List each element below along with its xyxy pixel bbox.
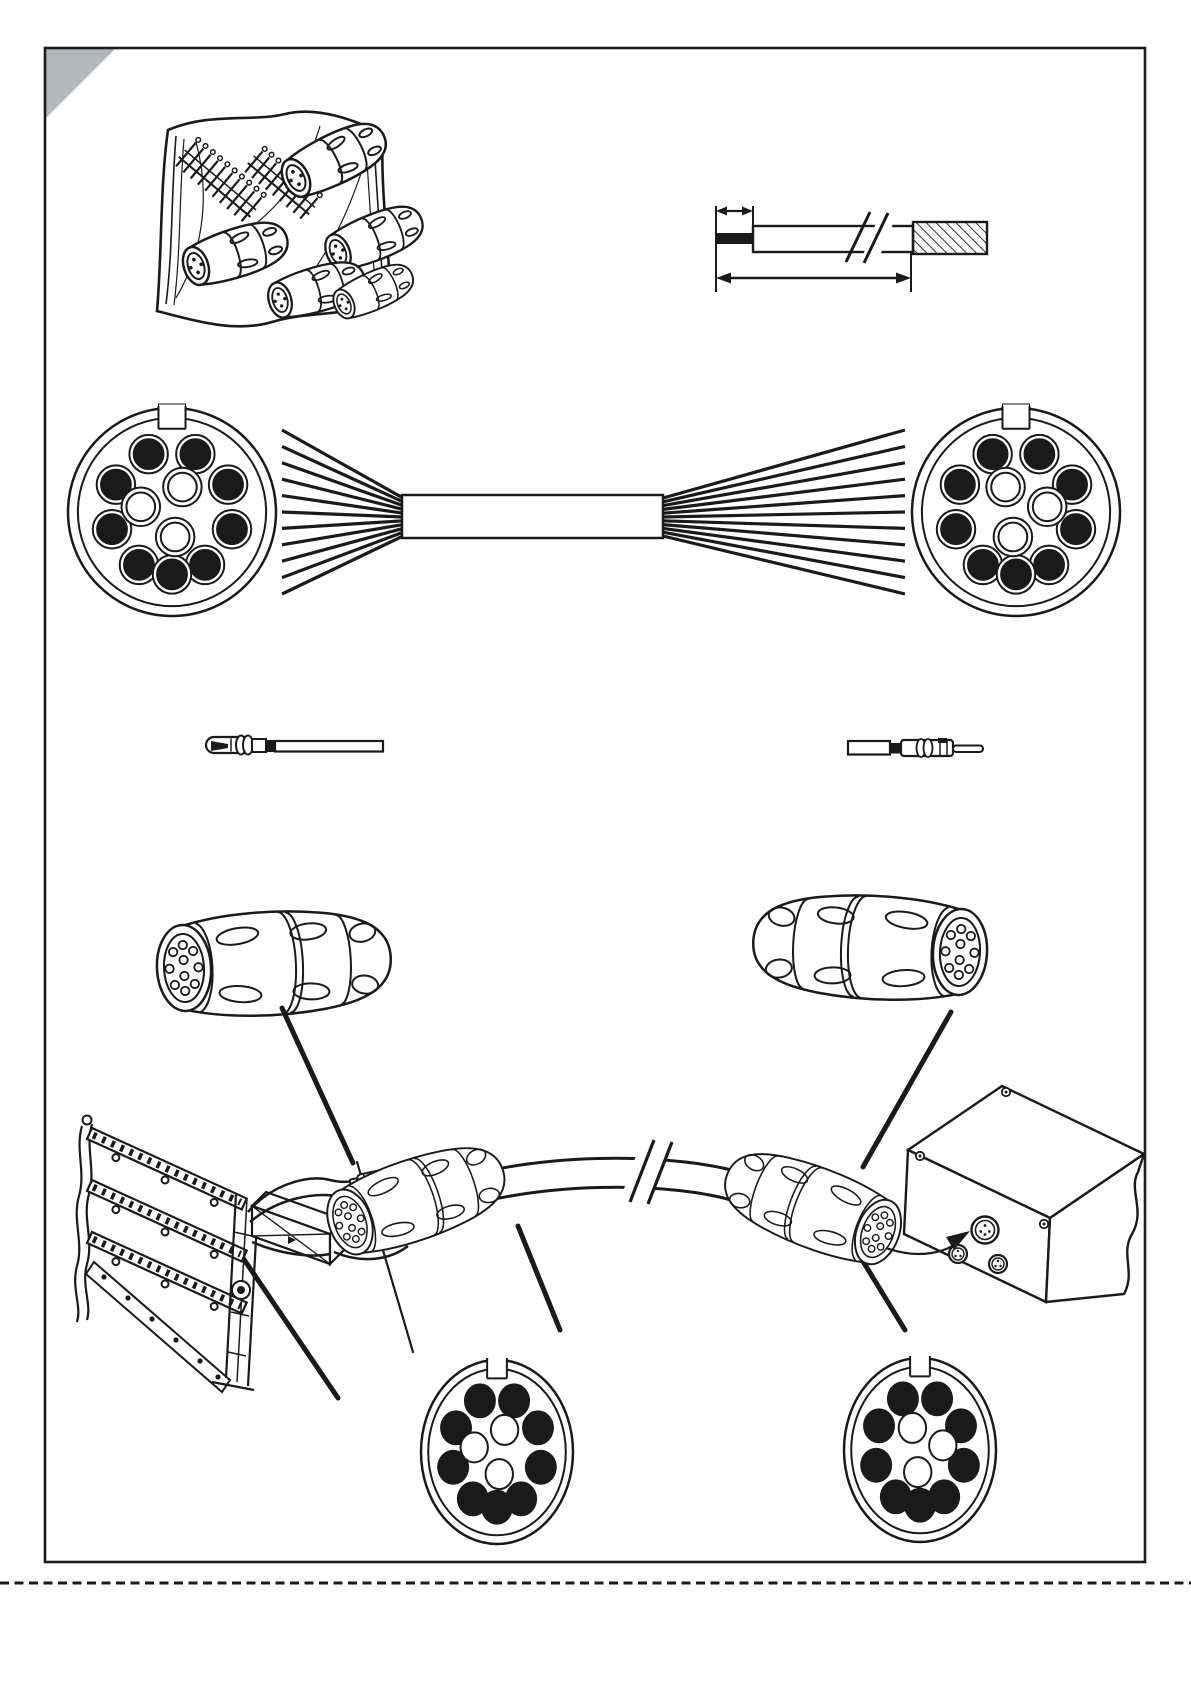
wire-tail [275,741,383,752]
contact-pin [953,746,983,753]
cable-connector-right [713,1137,912,1278]
retention-ring [924,739,933,757]
frame-pivot [83,1116,92,1125]
fan-wire [663,430,905,498]
pointer-cable-left-end [518,1226,560,1330]
pin-used [921,1381,953,1416]
pin-used [498,1383,530,1418]
pin-used [887,1381,919,1416]
wire-tail [848,741,890,755]
figure-pin-contact [848,738,983,757]
pointer-left-connector [282,1008,353,1163]
figure-extension-cable [68,404,1120,616]
pointer-frame [243,1258,338,1398]
pin-unused [904,1457,931,1487]
figure-connector-right [751,890,990,1005]
frame-left-rail [75,1126,82,1322]
lamp-bar [83,1128,246,1217]
figure-wire-strip [716,206,987,292]
pinout-bottom-right [844,1354,996,1542]
arrowhead-left [716,273,731,284]
fan-wire [282,512,403,517]
pin-used [525,1450,557,1485]
pin-unused [486,1459,513,1489]
arrowhead-left [716,207,727,216]
pinout-top-right [912,404,1120,616]
key-notch [158,404,185,429]
crimp-section [890,743,901,754]
pin-used [481,1490,513,1525]
key-notch [910,1354,930,1376]
pin-used [464,1383,496,1418]
pin-unused [929,1430,956,1460]
pinout-top-left [68,404,276,616]
box-receptacle-large [972,1217,999,1244]
cable-fan-left [282,430,403,594]
cable-core [486,1173,752,1194]
pin-used [522,1410,554,1445]
arrowhead-right [896,273,911,284]
corner-fold-marker [46,49,115,118]
fan-wire [282,430,403,498]
junction-box [886,1086,1144,1302]
pin-unused [899,1413,926,1443]
figure-assembly [75,1008,1144,1398]
arrowhead-right [742,207,753,216]
figure-parts-bag [157,112,430,327]
cable-fan-right [663,430,905,594]
crimp-section [266,740,275,752]
stripped-conductor [716,233,753,244]
pin-unused [491,1415,518,1445]
pin-used [904,1488,936,1523]
pin-used [860,1448,892,1483]
frame-left-rail [85,1124,92,1320]
figure-connector-left [154,906,393,1021]
figure-socket-contact [206,736,383,755]
pinout-bottom-left [421,1356,573,1544]
pin-used [863,1408,895,1443]
contact-body [252,739,266,752]
lamp-frame [75,1116,258,1393]
key-notch [487,1356,507,1378]
fan-wire [663,512,905,517]
box-receptacle-small [949,1245,967,1263]
key-notch [1002,404,1029,429]
box-receptacle-small [989,1255,1007,1273]
pin-unused [461,1432,488,1462]
panel-sheet-edge [86,1262,230,1392]
cable-continuation-hatch [913,222,987,254]
assembly-cable [317,1131,912,1277]
cable-jacket [402,495,663,538]
